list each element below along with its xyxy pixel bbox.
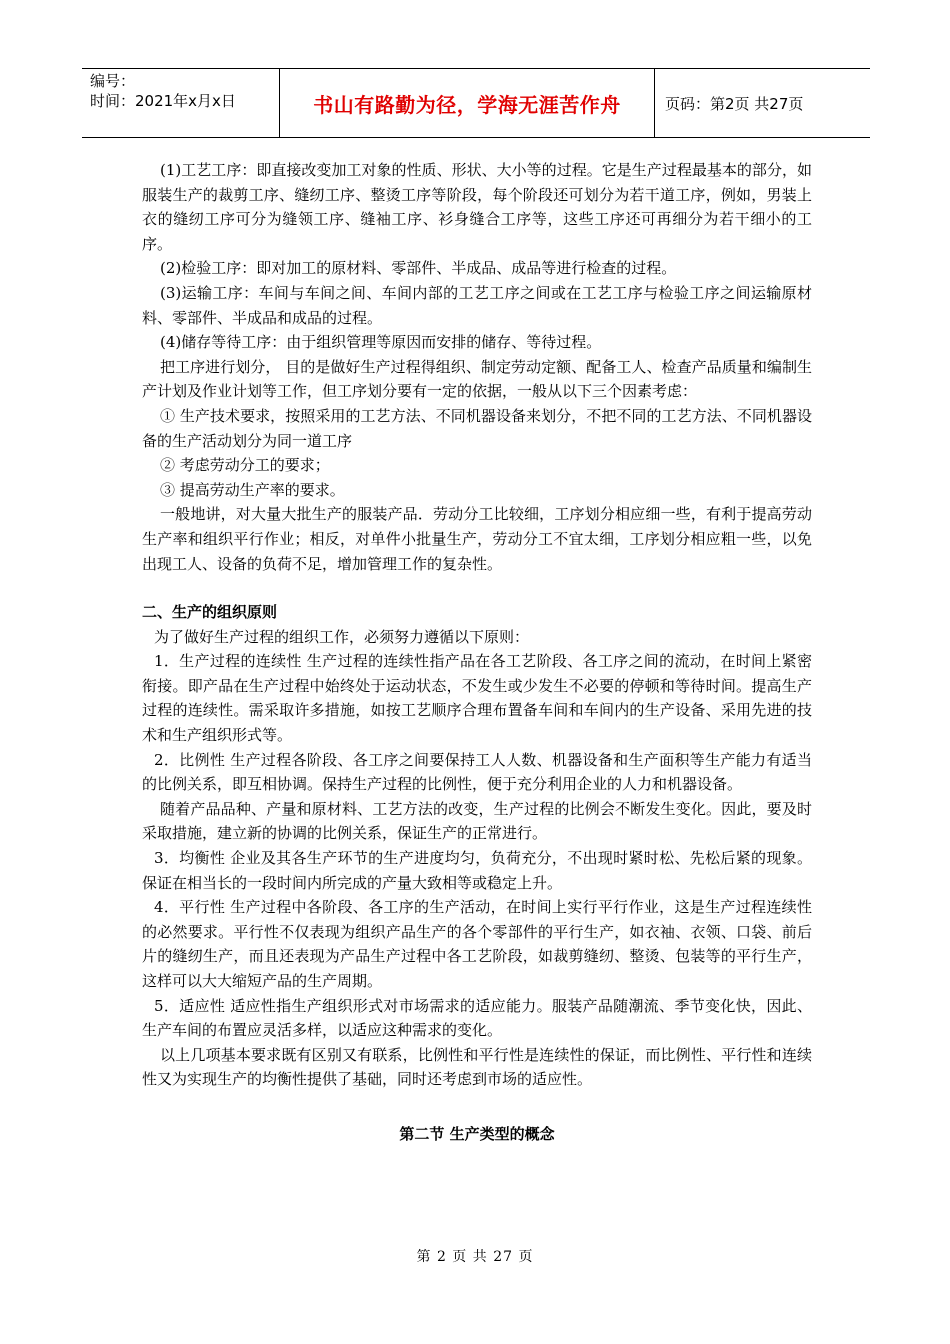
list-item-productivity: ③ 提高劳动生产率的要求。 [160,480,345,499]
paragraph-general: 一般地讲，对大量大批生产的服装产品．劳动分工比较细，工序划分相应细一些，有利于提高劳动生产率和组织平行作业；相反，对单件小批量生产，劳动分工不宜太细，工序划分相应粗一些，以免出现工人、设备的负荷不足，增加管理工作的复杂性。 [142,505,812,573]
chapter-title: 第二节 生产类型的概念 [399,1124,555,1143]
page-header [82,68,870,138]
principle-balance: 3．均衡性 企业及其各生产环节的生产进度均匀，负荷充分，不出现时紧时松、先松后紧的现象。保证在相当长的一段时间内所完成的产量大致相等或稳定上升。 [142,849,812,892]
header-motto: 书山有路勤为径，学海无涯苦作舟 [280,69,655,137]
paragraph-storage-step: (4)储存等待工序：由于组织管理等原因而安排的储存、等待过程。 [160,333,602,352]
paragraph-process-step: (1)工艺工序：即直接改变加工对象的性质、形状、大小等的过程。它是生产过程最基本的部分，如服装生产的裁剪工序、缝纫工序、整烫工序等阶段，每个阶段还可划分为若干道工序，例如，男装上衣的缝纫工序可分为缝领工序、缝袖工序、衫身缝合工序等，这些工序还可再细分为若干细小的工序。 [142,161,812,253]
section-conclusion: 以上几项基本要求既有区别又有联系，比例性和平行性是连续性的保证，而比例性、平行性和连续性又为实现生产的均衡性提供了基础，同时还考虑到市场的适应性。 [142,1045,812,1089]
header-info [82,69,280,137]
number-label: 编号： [90,72,136,90]
principle-adaptability: 5．适应性 适应性指生产组织形式对市场需求的适应能力。服装产品随潮流、季节变化快，因此、生产车间的布置应灵活多样，以适应这种需求的变化。 [142,996,812,1040]
principle-proportion: 2．比例性 生产过程各阶段、各工序之间要保持工人人数、机器设备和生产面积等生产能力有适当的比例关系，即互相协调。保持生产过程的比例性，便于充分利用企业的人力和机器设备。 [142,750,812,794]
principle-proportion-note: 随着产品品种、产量和原材料、工艺方法的改变，生产过程的比例会不断发生变化。因此，要及时采取措施，建立新的协调的比例关系，保证生产的正常进行。 [142,799,812,843]
list-item-labor-division: ② 考虑劳动分工的要求； [160,456,330,475]
principle-continuity: 1．生产过程的连续性 生产过程的连续性指产品在各工艺阶段、各工序之间的流动，在时间上紧密衔接。即产品在生产过程中始终处于运动状态，不发生或少发生不必要的停顿和等待时间。提高生产过程的连续性。需采取许多措施，如按工艺顺序合理布置备车间和车间内的生产设备、采用先进的技术和生产组织形式等。 [142,652,812,745]
paragraph-step-division: 把工序进行划分， 目的是做好生产过程得组织、制定劳动定额、配备工人、检查产品质量和编制生产计划及作业计划等工作，但工序划分要有一定的依据，一般从以下三个因素考虑： [142,357,812,401]
date-label: 时间：2021年x月x日 [90,92,236,110]
paragraph-inspection-step: (2)检验工序：即对加工的原材料、零部件、半成品、成品等进行检查的过程。 [160,259,677,278]
principle-parallel: 4．平行性 生产过程中各阶段、各工序的生产活动，在时间上实行平行作业，这是生产过程连续性的必然要求。平行性不仅表现为组织产品生产的各个零部件的平行生产，如衣袖、衣领、口袋、前后片的缝纫生产，而且还表现为产品生产过程中各工艺阶段，如裁剪缝纫、整烫、包装等的平行生产，这样可以大大缩短产品的生产周期。 [142,898,812,990]
section-title: 二、生产的组织原则 [142,603,278,622]
paragraph-transport-step: (3)运输工序：车间与车间之间、车间内部的工艺工序之间或在工艺工序与检验工序之间运输原材料、零部件、半成品和成品的过程。 [142,283,812,327]
section-intro: 为了做好生产过程的组织工作，必须努力遵循以下原则： [154,627,530,646]
header-page-info: 页码：第2页 共27页 [665,94,804,113]
document-body [142,158,812,1147]
page-footer: 第 2 页 共 27 页 [416,1249,534,1265]
list-item-technical: ① 生产技术要求，按照采用的工艺方法、不同机器设备来划分，不把不同的工艺方法、不同机器设备的生产活动划分为同一道工序 [142,406,812,450]
